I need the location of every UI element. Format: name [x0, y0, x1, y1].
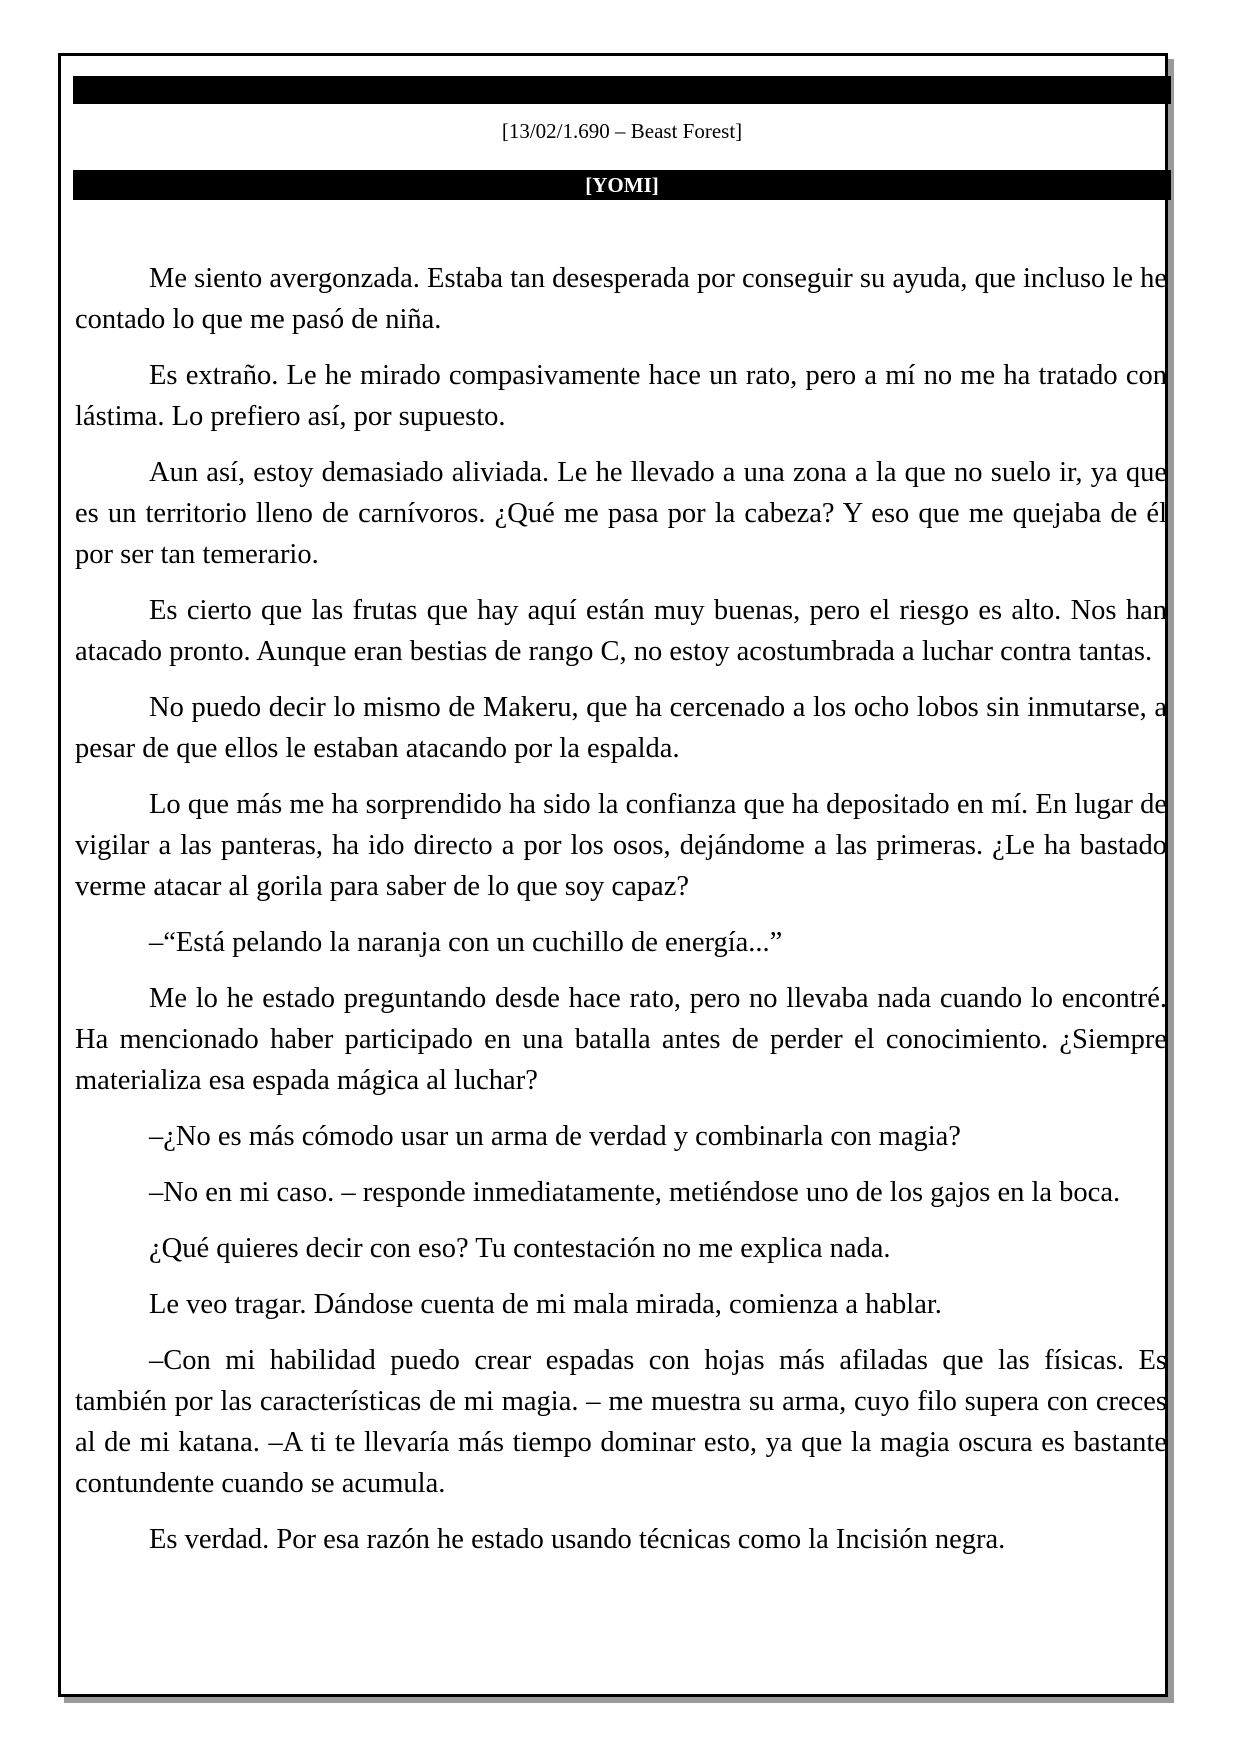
top-black-bar [73, 76, 1171, 104]
story-body [75, 258, 1167, 1575]
paragraph: Es cierto que las frutas que hay aquí están muy buenas, pero el riesgo es alto. Nos han atacado pronto. Aunque eran bestias de rango C, no estoy acostumbrada a luchar contra tantas. [75, 595, 1167, 667]
narrator-banner: [YOMI] [73, 170, 1171, 200]
paragraph: –No en mi caso. – responde inmediatamente, metiéndose uno de los gajos en la boca. [149, 1177, 1121, 1208]
paragraph: Es verdad. Por esa razón he estado usando técnicas como la Incisión negra. [149, 1524, 1006, 1555]
chapter-date-location: [13/02/1.690 – Beast Forest] [501, 119, 743, 143]
paragraph: No puedo decir lo mismo de Makeru, que ha cercenado a los ocho lobos sin inmutarse, a pesar de que ellos le estaban atacando por la espalda. [75, 692, 1167, 764]
paragraph: –¿No es más cómodo usar un arma de verdad y combinarla con magia? [149, 1121, 961, 1152]
paragraph: Aun así, estoy demasiado aliviada. Le he llevado a una zona a la que no suelo ir, ya que es un territorio lleno de carnívoros. ¿Qué me pasa por la cabeza? Y eso que me quejaba de él por ser tan temerario. [75, 457, 1167, 570]
paragraph: ¿Qué quieres decir con eso? Tu contestación no me explica nada. [149, 1233, 891, 1264]
paragraph: Me siento avergonzada. Estaba tan desesperada por conseguir su ayuda, que incluso le he contado lo que me pasó de niña. [75, 263, 1167, 335]
paragraph: Lo que más me ha sorprendido ha sido la confianza que ha depositado en mí. En lugar de vigilar a las panteras, ha ido directo a por los osos, dejándome a las primeras. ¿Le ha bastado verme atacar al gorila para saber de lo que soy capaz? [75, 789, 1167, 902]
page-frame [58, 53, 1168, 1697]
paragraph: Me lo he estado preguntando desde hace rato, pero no llevaba nada cuando lo encontré. Ha mencionado haber participado en una batalla antes de perder el conocimiento. ¿Siempre materializa esa espada mágica al luchar? [75, 983, 1167, 1096]
paragraph: –Con mi habilidad puedo crear espadas con hojas más afiladas que las físicas. Es también por las características de mi magia. – me muestra su arma, cuyo filo supera con creces al de mi katana. –A ti te llevaría más tiempo dominar esto, ya que la magia oscura es bastante contundente cuando se acumula. [75, 1345, 1167, 1499]
paragraph: Es extraño. Le he mirado compasivamente hace un rato, pero a mí no me ha tratado con lástima. Lo prefiero así, por supuesto. [75, 360, 1167, 432]
paragraph: –“Está pelando la naranja con un cuchillo de energía...” [149, 927, 783, 958]
paragraph: Le veo tragar. Dándose cuenta de mi mala mirada, comienza a hablar. [149, 1289, 942, 1320]
